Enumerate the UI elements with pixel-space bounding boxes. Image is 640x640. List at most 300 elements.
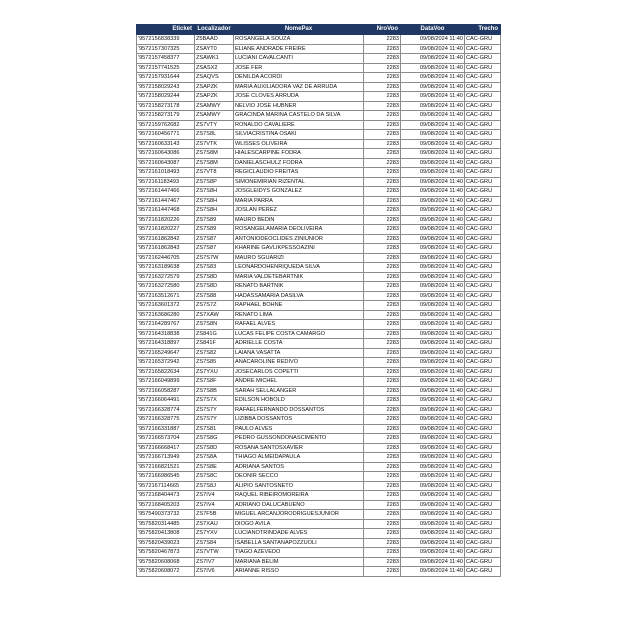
trecho-cell[interactable]: CAC-GRU (465, 111, 501, 121)
nrovoo-cell[interactable]: 2283 (364, 472, 401, 482)
localizador-cell[interactable]: ZS7S8D (195, 272, 234, 282)
nomepax-cell[interactable]: ROSANGELAMARIA DEOLIVEIRA (234, 225, 364, 235)
localizador-cell[interactable]: ZS7F5B (195, 510, 234, 520)
eticket-cell[interactable]: '9575820439023 (137, 538, 195, 548)
localizador-cell[interactable]: ZS7S8H (195, 196, 234, 206)
trecho-cell[interactable]: CAC-GRU (465, 348, 501, 358)
nomepax-cell[interactable]: RENATO LIMA (234, 310, 364, 320)
nrovoo-cell[interactable]: 2283 (364, 282, 401, 292)
nrovoo-cell[interactable]: 2283 (364, 415, 401, 425)
nomepax-cell[interactable]: SARAH SELLALANGER (234, 386, 364, 396)
nrovoo-cell[interactable]: 2283 (364, 329, 401, 339)
trecho-cell[interactable]: CAC-GRU (465, 54, 501, 64)
localizador-cell[interactable]: Z5BAAD (195, 35, 234, 45)
datavoo-cell[interactable]: 09/08/2024 11:40 (401, 54, 465, 64)
localizador-cell[interactable]: ZSAMWY (195, 101, 234, 111)
localizador-cell[interactable]: ZSAYT0 (195, 44, 234, 54)
datavoo-cell[interactable]: 09/08/2024 11:40 (401, 263, 465, 273)
nomepax-cell[interactable]: ADRIELLE COSTA (234, 339, 364, 349)
eticket-cell[interactable]: '9572163272579 (137, 272, 195, 282)
nomepax-cell[interactable]: LUCAS FELIPE COSTA CAMARGO (234, 329, 364, 339)
localizador-cell[interactable]: ZS7S83 (195, 263, 234, 273)
localizador-cell[interactable]: ZS7IV4 (195, 500, 234, 510)
trecho-cell[interactable]: CAC-GRU (465, 244, 501, 254)
localizador-cell[interactable]: ZS7S7Y (195, 405, 234, 415)
trecho-cell[interactable]: CAC-GRU (465, 434, 501, 444)
trecho-cell[interactable]: CAC-GRU (465, 453, 501, 463)
eticket-cell[interactable]: '9572165822634 (137, 367, 195, 377)
localizador-cell[interactable]: ZS7S8H (195, 187, 234, 197)
localizador-cell[interactable]: ZS7VTY (195, 120, 234, 130)
localizador-cell[interactable]: ZS7S7Y (195, 415, 234, 425)
localizador-cell[interactable]: ZS7S7W (195, 253, 234, 263)
trecho-cell[interactable]: CAC-GRU (465, 310, 501, 320)
nomepax-cell[interactable]: MARIA PARRA (234, 196, 364, 206)
nrovoo-cell[interactable]: 2283 (364, 339, 401, 349)
eticket-cell[interactable]: '9572160643087 (137, 158, 195, 168)
trecho-cell[interactable]: CAC-GRU (465, 130, 501, 140)
nomepax-cell[interactable]: SILVIACRISTINA OSAKI (234, 130, 364, 140)
nomepax-cell[interactable]: THIAGO ALMEIDAPAULA (234, 453, 364, 463)
localizador-cell[interactable]: ZS7IV7 (195, 557, 234, 567)
trecho-cell[interactable]: CAC-GRU (465, 491, 501, 501)
trecho-cell[interactable]: CAC-GRU (465, 282, 501, 292)
eticket-cell[interactable]: '9572163686280 (137, 310, 195, 320)
localizador-cell[interactable]: ZSAPZK (195, 82, 234, 92)
nrovoo-cell[interactable]: 2283 (364, 557, 401, 567)
datavoo-cell[interactable]: 09/08/2024 11:40 (401, 63, 465, 73)
nomepax-cell[interactable]: LAIANA VASATTA (234, 348, 364, 358)
datavoo-cell[interactable]: 09/08/2024 11:40 (401, 149, 465, 159)
trecho-cell[interactable]: CAC-GRU (465, 234, 501, 244)
trecho-cell[interactable]: CAC-GRU (465, 187, 501, 197)
nomepax-cell[interactable]: EDILSON HOBOLD (234, 396, 364, 406)
trecho-cell[interactable]: CAC-GRU (465, 557, 501, 567)
nrovoo-cell[interactable]: 2283 (364, 187, 401, 197)
nrovoo-cell[interactable]: 2283 (364, 424, 401, 434)
localizador-cell[interactable]: ZS7S8J (195, 481, 234, 491)
nrovoo-cell[interactable]: 2283 (364, 263, 401, 273)
localizador-cell[interactable]: ZS7S8A (195, 453, 234, 463)
nomepax-cell[interactable]: LEONARDOHENRIQUEDA SILVA (234, 263, 364, 273)
localizador-cell[interactable]: ZS7S88 (195, 291, 234, 301)
nomepax-cell[interactable]: ELIANE ANDRADE FREIRE (234, 44, 364, 54)
nrovoo-cell[interactable]: 2283 (364, 310, 401, 320)
datavoo-cell[interactable]: 09/08/2024 11:40 (401, 73, 465, 83)
eticket-cell[interactable]: '9572161447466 (137, 187, 195, 197)
datavoo-cell[interactable]: 09/08/2024 11:40 (401, 225, 465, 235)
eticket-cell[interactable]: '9572167114665 (137, 481, 195, 491)
datavoo-cell[interactable]: 09/08/2024 11:40 (401, 424, 465, 434)
trecho-cell[interactable]: CAC-GRU (465, 63, 501, 73)
eticket-cell[interactable]: '9572166331887 (137, 424, 195, 434)
trecho-cell[interactable]: CAC-GRU (465, 443, 501, 453)
datavoo-cell[interactable]: 09/08/2024 11:40 (401, 529, 465, 539)
nrovoo-cell[interactable]: 2283 (364, 529, 401, 539)
datavoo-cell[interactable]: 09/08/2024 11:40 (401, 415, 465, 425)
eticket-cell[interactable]: '9572158273178 (137, 101, 195, 111)
eticket-cell[interactable]: '9572166573704 (137, 434, 195, 444)
nrovoo-cell[interactable]: 2283 (364, 405, 401, 415)
localizador-cell[interactable]: ZS7S87 (195, 244, 234, 254)
nomepax-cell[interactable]: ANACAROLINE REDIVO (234, 358, 364, 368)
trecho-cell[interactable]: CAC-GRU (465, 462, 501, 472)
eticket-cell[interactable]: '9572168404473 (137, 491, 195, 501)
nomepax-cell[interactable]: RENATO BARTNIK (234, 282, 364, 292)
datavoo-cell[interactable]: 09/08/2024 11:40 (401, 491, 465, 501)
nrovoo-cell[interactable]: 2283 (364, 139, 401, 149)
datavoo-cell[interactable]: 09/08/2024 11:40 (401, 329, 465, 339)
nomepax-cell[interactable]: DIOGO AVILA (234, 519, 364, 529)
nrovoo-cell[interactable]: 2283 (364, 244, 401, 254)
datavoo-cell[interactable]: 09/08/2024 11:40 (401, 35, 465, 45)
localizador-cell[interactable]: ZS7S8M (195, 158, 234, 168)
nrovoo-cell[interactable]: 2283 (364, 358, 401, 368)
datavoo-cell[interactable]: 09/08/2024 11:40 (401, 196, 465, 206)
localizador-cell[interactable]: ZS7YXV (195, 529, 234, 539)
nomepax-cell[interactable]: RAFAEL ALVES (234, 320, 364, 330)
header-eticket[interactable]: Eticket (137, 25, 195, 35)
trecho-cell[interactable]: CAC-GRU (465, 386, 501, 396)
nomepax-cell[interactable]: REGICLAUDIO FREITAS (234, 168, 364, 178)
nrovoo-cell[interactable]: 2283 (364, 225, 401, 235)
eticket-cell[interactable]: '9572157458377 (137, 54, 195, 64)
nomepax-cell[interactable]: LIZIBBA DOSSANTOS (234, 415, 364, 425)
datavoo-cell[interactable]: 09/08/2024 11:40 (401, 462, 465, 472)
eticket-cell[interactable]: '9575490373732 (137, 510, 195, 520)
trecho-cell[interactable]: CAC-GRU (465, 396, 501, 406)
localizador-cell[interactable]: ZSASX2 (195, 63, 234, 73)
localizador-cell[interactable]: ZSAWK1 (195, 54, 234, 64)
eticket-cell[interactable]: '9572161018493 (137, 168, 195, 178)
localizador-cell[interactable]: ZS7S8C (195, 472, 234, 482)
nrovoo-cell[interactable]: 2283 (364, 92, 401, 102)
datavoo-cell[interactable]: 09/08/2024 11:40 (401, 472, 465, 482)
eticket-cell[interactable]: '9572161820227 (137, 225, 195, 235)
datavoo-cell[interactable]: 09/08/2024 11:40 (401, 434, 465, 444)
localizador-cell[interactable]: ZS7S8N (195, 320, 234, 330)
trecho-cell[interactable]: CAC-GRU (465, 424, 501, 434)
datavoo-cell[interactable]: 09/08/2024 11:40 (401, 481, 465, 491)
localizador-cell[interactable]: ZS7S8G (195, 434, 234, 444)
trecho-cell[interactable]: CAC-GRU (465, 291, 501, 301)
nomepax-cell[interactable]: MIGUEL ARCANJORODRIGUESJUNIOR (234, 510, 364, 520)
localizador-cell[interactable]: ZS7XAW (195, 310, 234, 320)
datavoo-cell[interactable]: 09/08/2024 11:40 (401, 396, 465, 406)
nrovoo-cell[interactable]: 2283 (364, 82, 401, 92)
eticket-cell[interactable]: '9572163512671 (137, 291, 195, 301)
eticket-cell[interactable]: '9572164289767 (137, 320, 195, 330)
eticket-cell[interactable]: '9572166049899 (137, 377, 195, 387)
nomepax-cell[interactable]: ALIPIO SANTOSNETO (234, 481, 364, 491)
datavoo-cell[interactable]: 09/08/2024 11:40 (401, 301, 465, 311)
eticket-cell[interactable]: '9572157931644 (137, 73, 195, 83)
nomepax-cell[interactable]: NELVIO JOSE HUBNER (234, 101, 364, 111)
datavoo-cell[interactable]: 09/08/2024 11:40 (401, 443, 465, 453)
nrovoo-cell[interactable]: 2283 (364, 234, 401, 244)
localizador-cell[interactable]: ZS7S85 (195, 358, 234, 368)
datavoo-cell[interactable]: 09/08/2024 11:40 (401, 500, 465, 510)
nrovoo-cell[interactable]: 2283 (364, 320, 401, 330)
localizador-cell[interactable]: ZS7S8D (195, 282, 234, 292)
nomepax-cell[interactable]: RAQUEL RIBEIROMOREIRA (234, 491, 364, 501)
eticket-cell[interactable]: '9572156838339 (137, 35, 195, 45)
nrovoo-cell[interactable]: 2283 (364, 101, 401, 111)
nomepax-cell[interactable]: ROSANGELA SOUZA (234, 35, 364, 45)
nomepax-cell[interactable]: JOSE CLOVES ARRUDA (234, 92, 364, 102)
eticket-cell[interactable]: '9572165372942 (137, 358, 195, 368)
nomepax-cell[interactable]: WLISSES OLIVEIRA (234, 139, 364, 149)
datavoo-cell[interactable]: 09/08/2024 11:40 (401, 130, 465, 140)
eticket-cell[interactable]: '9572166328775 (137, 415, 195, 425)
nrovoo-cell[interactable]: 2283 (364, 481, 401, 491)
eticket-cell[interactable]: '9572161862842 (137, 234, 195, 244)
localizador-cell[interactable]: ZS7VTW (195, 548, 234, 558)
trecho-cell[interactable]: CAC-GRU (465, 35, 501, 45)
trecho-cell[interactable]: CAC-GRU (465, 529, 501, 539)
nrovoo-cell[interactable]: 2283 (364, 253, 401, 263)
trecho-cell[interactable]: CAC-GRU (465, 320, 501, 330)
nomepax-cell[interactable]: MAURO SGUARIZI (234, 253, 364, 263)
datavoo-cell[interactable]: 09/08/2024 11:40 (401, 358, 465, 368)
eticket-cell[interactable]: '9575820314485 (137, 519, 195, 529)
datavoo-cell[interactable]: 09/08/2024 11:40 (401, 120, 465, 130)
eticket-cell[interactable]: '9572161447467 (137, 196, 195, 206)
nrovoo-cell[interactable]: 2283 (364, 519, 401, 529)
datavoo-cell[interactable]: 09/08/2024 11:40 (401, 405, 465, 415)
header-trecho[interactable]: Trecho (465, 25, 501, 35)
datavoo-cell[interactable]: 09/08/2024 11:40 (401, 367, 465, 377)
eticket-cell[interactable]: '9575820608072 (137, 567, 195, 577)
nrovoo-cell[interactable]: 2283 (364, 272, 401, 282)
localizador-cell[interactable]: ZS7S7X (195, 396, 234, 406)
trecho-cell[interactable]: CAC-GRU (465, 196, 501, 206)
datavoo-cell[interactable]: 09/08/2024 11:40 (401, 282, 465, 292)
localizador-cell[interactable]: ZS7YXU (195, 367, 234, 377)
localizador-cell[interactable]: ZSAQVS (195, 73, 234, 83)
nomepax-cell[interactable]: ADRIANA SANTOS (234, 462, 364, 472)
nrovoo-cell[interactable]: 2283 (364, 538, 401, 548)
eticket-cell[interactable]: '9572160643086 (137, 149, 195, 159)
trecho-cell[interactable]: CAC-GRU (465, 339, 501, 349)
trecho-cell[interactable]: CAC-GRU (465, 301, 501, 311)
eticket-cell[interactable]: '9572166713949 (137, 453, 195, 463)
localizador-cell[interactable]: ZS7S8E (195, 462, 234, 472)
datavoo-cell[interactable]: 09/08/2024 11:40 (401, 339, 465, 349)
nomepax-cell[interactable]: DENILDA ACORDI (234, 73, 364, 83)
nomepax-cell[interactable]: MARIA VALDETEBARTNIK (234, 272, 364, 282)
nrovoo-cell[interactable]: 2283 (364, 35, 401, 45)
nomepax-cell[interactable]: ADRIANO DALUCABUENO (234, 500, 364, 510)
trecho-cell[interactable]: CAC-GRU (465, 215, 501, 225)
nomepax-cell[interactable]: ROSANA SANTOSXAVIER (234, 443, 364, 453)
nomepax-cell[interactable]: DEONIR SECCO (234, 472, 364, 482)
datavoo-cell[interactable]: 09/08/2024 11:40 (401, 187, 465, 197)
eticket-cell[interactable]: '9572166058287 (137, 386, 195, 396)
datavoo-cell[interactable]: 09/08/2024 11:40 (401, 215, 465, 225)
nomepax-cell[interactable]: PAULO ALVES (234, 424, 364, 434)
trecho-cell[interactable]: CAC-GRU (465, 548, 501, 558)
eticket-cell[interactable]: '9572164318897 (137, 339, 195, 349)
datavoo-cell[interactable]: 09/08/2024 11:40 (401, 510, 465, 520)
eticket-cell[interactable]: '9572160633143 (137, 139, 195, 149)
localizador-cell[interactable]: ZS7S8D (195, 443, 234, 453)
localizador-cell[interactable]: ZS7S8M (195, 149, 234, 159)
nrovoo-cell[interactable]: 2283 (364, 215, 401, 225)
nomepax-cell[interactable]: LUCIANI CAVALCANTI (234, 54, 364, 64)
datavoo-cell[interactable]: 09/08/2024 11:40 (401, 386, 465, 396)
nrovoo-cell[interactable]: 2283 (364, 196, 401, 206)
header-datavoo[interactable]: DataVoo (401, 25, 465, 35)
datavoo-cell[interactable]: 09/08/2024 11:40 (401, 348, 465, 358)
nomepax-cell[interactable]: JOSLAN PEREZ (234, 206, 364, 216)
eticket-cell[interactable]: '9572166986545 (137, 472, 195, 482)
nomepax-cell[interactable]: JOSECARLOS COPETTI (234, 367, 364, 377)
localizador-cell[interactable]: ZS7S81 (195, 424, 234, 434)
eticket-cell[interactable]: '9572163601372 (137, 301, 195, 311)
nrovoo-cell[interactable]: 2283 (364, 120, 401, 130)
nrovoo-cell[interactable]: 2283 (364, 44, 401, 54)
datavoo-cell[interactable]: 09/08/2024 11:40 (401, 92, 465, 102)
localizador-cell[interactable]: ZS7S8L (195, 130, 234, 140)
nrovoo-cell[interactable]: 2283 (364, 63, 401, 73)
nomepax-cell[interactable]: MAURO BEDIN (234, 215, 364, 225)
datavoo-cell[interactable]: 09/08/2024 11:40 (401, 82, 465, 92)
nrovoo-cell[interactable]: 2283 (364, 453, 401, 463)
nrovoo-cell[interactable]: 2283 (364, 386, 401, 396)
header-localizador[interactable]: Localizador (195, 25, 234, 35)
trecho-cell[interactable]: CAC-GRU (465, 120, 501, 130)
nrovoo-cell[interactable]: 2283 (364, 149, 401, 159)
nomepax-cell[interactable]: ANDRE MICHEL (234, 377, 364, 387)
nomepax-cell[interactable]: ARIANNE RISSO (234, 567, 364, 577)
trecho-cell[interactable]: CAC-GRU (465, 168, 501, 178)
nrovoo-cell[interactable]: 2283 (364, 73, 401, 83)
datavoo-cell[interactable]: 09/08/2024 11:40 (401, 244, 465, 254)
datavoo-cell[interactable]: 09/08/2024 11:40 (401, 548, 465, 558)
datavoo-cell[interactable]: 09/08/2024 11:40 (401, 310, 465, 320)
datavoo-cell[interactable]: 09/08/2024 11:40 (401, 519, 465, 529)
nomepax-cell[interactable]: RONALDO CAVALIERE (234, 120, 364, 130)
nrovoo-cell[interactable]: 2283 (364, 301, 401, 311)
datavoo-cell[interactable]: 09/08/2024 11:40 (401, 139, 465, 149)
nrovoo-cell[interactable]: 2283 (364, 396, 401, 406)
trecho-cell[interactable]: CAC-GRU (465, 367, 501, 377)
eticket-cell[interactable]: '9572166668417 (137, 443, 195, 453)
trecho-cell[interactable]: CAC-GRU (465, 263, 501, 273)
nrovoo-cell[interactable]: 2283 (364, 567, 401, 577)
localizador-cell[interactable]: ZS7S8F (195, 377, 234, 387)
eticket-cell[interactable]: '9575820608068 (137, 557, 195, 567)
nomepax-cell[interactable]: JOSE FER (234, 63, 364, 73)
nrovoo-cell[interactable]: 2283 (364, 111, 401, 121)
trecho-cell[interactable]: CAC-GRU (465, 101, 501, 111)
nomepax-cell[interactable]: KHARINE GAVLIKPESSOAZINI (234, 244, 364, 254)
datavoo-cell[interactable]: 09/08/2024 11:40 (401, 272, 465, 282)
trecho-cell[interactable]: CAC-GRU (465, 538, 501, 548)
trecho-cell[interactable]: CAC-GRU (465, 377, 501, 387)
localizador-cell[interactable]: ZS7S89 (195, 225, 234, 235)
datavoo-cell[interactable]: 09/08/2024 11:40 (401, 253, 465, 263)
eticket-cell[interactable]: '9572165249647 (137, 348, 195, 358)
trecho-cell[interactable]: CAC-GRU (465, 272, 501, 282)
nomepax-cell[interactable]: RAFAELFERNANDO DOSSANTOS (234, 405, 364, 415)
eticket-cell[interactable]: '9572161447468 (137, 206, 195, 216)
nomepax-cell[interactable]: JOSGLEIDYS GONZALEZ (234, 187, 364, 197)
eticket-cell[interactable]: '9572157741525 (137, 63, 195, 73)
nomepax-cell[interactable]: LUCIANOTRINDADE ALVES (234, 529, 364, 539)
nomepax-cell[interactable]: GRACINDA MARINA CASTELO DA SILVA (234, 111, 364, 121)
nomepax-cell[interactable]: ISABELLA SANTANAPOZZUOLI (234, 538, 364, 548)
eticket-cell[interactable]: '9572158029244 (137, 92, 195, 102)
trecho-cell[interactable]: CAC-GRU (465, 177, 501, 187)
nrovoo-cell[interactable]: 2283 (364, 291, 401, 301)
trecho-cell[interactable]: CAC-GRU (465, 510, 501, 520)
eticket-cell[interactable]: '9572157307325 (137, 44, 195, 54)
localizador-cell[interactable]: ZS7S84 (195, 538, 234, 548)
trecho-cell[interactable]: CAC-GRU (465, 206, 501, 216)
localizador-cell[interactable]: ZS7XAU (195, 519, 234, 529)
trecho-cell[interactable]: CAC-GRU (465, 415, 501, 425)
trecho-cell[interactable]: CAC-GRU (465, 519, 501, 529)
nrovoo-cell[interactable]: 2283 (364, 168, 401, 178)
eticket-cell[interactable]: '9572162446705 (137, 253, 195, 263)
trecho-cell[interactable]: CAC-GRU (465, 92, 501, 102)
trecho-cell[interactable]: CAC-GRU (465, 481, 501, 491)
nrovoo-cell[interactable]: 2283 (364, 206, 401, 216)
eticket-cell[interactable]: '9572158029243 (137, 82, 195, 92)
eticket-cell[interactable]: '9572161183493 (137, 177, 195, 187)
datavoo-cell[interactable]: 09/08/2024 11:40 (401, 111, 465, 121)
trecho-cell[interactable]: CAC-GRU (465, 82, 501, 92)
datavoo-cell[interactable]: 09/08/2024 11:40 (401, 168, 465, 178)
localizador-cell[interactable]: ZSAMWY (195, 111, 234, 121)
nrovoo-cell[interactable]: 2283 (364, 377, 401, 387)
nrovoo-cell[interactable]: 2283 (364, 367, 401, 377)
nrovoo-cell[interactable]: 2283 (364, 54, 401, 64)
trecho-cell[interactable]: CAC-GRU (465, 149, 501, 159)
eticket-cell[interactable]: '9572166328774 (137, 405, 195, 415)
eticket-cell[interactable]: '9572168405203 (137, 500, 195, 510)
nomepax-cell[interactable]: RAPHAEL BOHNE (234, 301, 364, 311)
trecho-cell[interactable]: CAC-GRU (465, 44, 501, 54)
datavoo-cell[interactable]: 09/08/2024 11:40 (401, 101, 465, 111)
trecho-cell[interactable]: CAC-GRU (465, 139, 501, 149)
nrovoo-cell[interactable]: 2283 (364, 348, 401, 358)
trecho-cell[interactable]: CAC-GRU (465, 405, 501, 415)
eticket-cell[interactable]: '9575820467873 (137, 548, 195, 558)
eticket-cell[interactable]: '9572163272580 (137, 282, 195, 292)
trecho-cell[interactable]: CAC-GRU (465, 73, 501, 83)
nomepax-cell[interactable]: HADASSAMARIA DASILVA (234, 291, 364, 301)
datavoo-cell[interactable]: 09/08/2024 11:40 (401, 320, 465, 330)
localizador-cell[interactable]: ZS841G (195, 329, 234, 339)
nrovoo-cell[interactable]: 2283 (364, 510, 401, 520)
datavoo-cell[interactable]: 09/08/2024 11:40 (401, 377, 465, 387)
eticket-cell[interactable]: '9572166821521 (137, 462, 195, 472)
nrovoo-cell[interactable]: 2283 (364, 548, 401, 558)
eticket-cell[interactable]: '9572160456771 (137, 130, 195, 140)
nomepax-cell[interactable]: DANIELASCHULZ FODRA (234, 158, 364, 168)
localizador-cell[interactable]: ZS7VT8 (195, 168, 234, 178)
eticket-cell[interactable]: '9572161862843 (137, 244, 195, 254)
localizador-cell[interactable]: ZS7IV6 (195, 567, 234, 577)
localizador-cell[interactable]: ZS841F (195, 339, 234, 349)
localizador-cell[interactable]: ZS7S89 (195, 215, 234, 225)
localizador-cell[interactable]: ZSAPZK (195, 92, 234, 102)
datavoo-cell[interactable]: 09/08/2024 11:40 (401, 44, 465, 54)
datavoo-cell[interactable]: 09/08/2024 11:40 (401, 177, 465, 187)
